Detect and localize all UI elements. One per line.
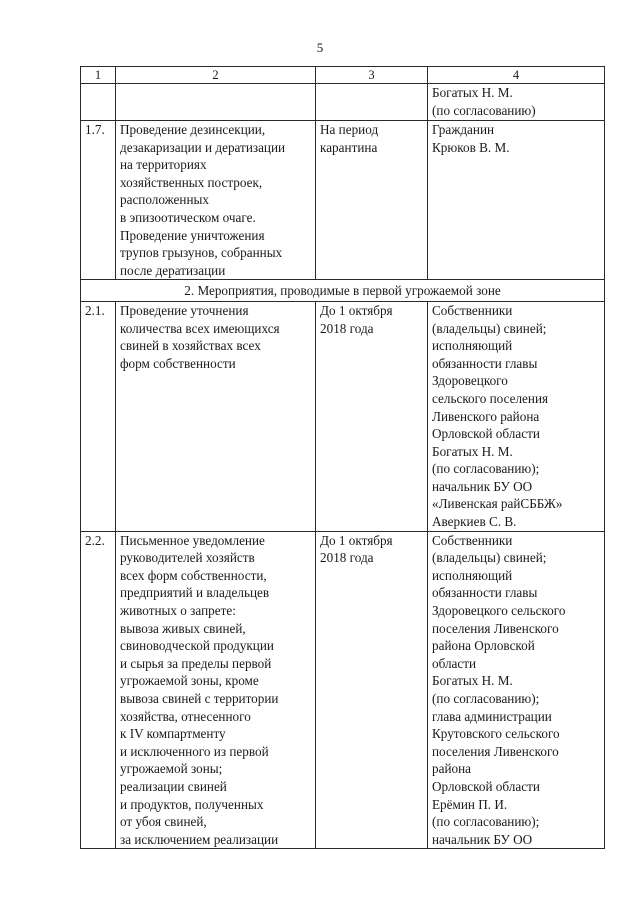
column-header-2: 2 [116,67,316,84]
text-line: Богатых Н. М. [432,85,513,100]
text-line: Собственники [432,302,513,318]
text-line: Собственники [432,532,513,548]
text-line: свиноводческой продукции [120,638,274,654]
activity-cell [116,301,316,531]
text-line: карантина [320,139,378,155]
column-header-3: 3 [316,67,428,84]
text-line: вывоза свиней с территории [120,691,279,706]
text-line: 2018 года [320,320,374,336]
text-line: сельского поселения [432,390,549,406]
text-line: района [432,761,472,777]
term-cell [316,121,428,280]
text-line: Проведение дезинсекции, [120,122,266,137]
term-cell [316,531,428,849]
text-line: Ерёмин П. И. [432,796,508,812]
section-heading: 2. Мероприятия, проводимые в первой угрожаемой зоне [81,280,605,302]
row-number-cell: 1.7. [81,121,116,280]
text-line: за исключением реализации [120,831,279,847]
text-line: (по согласованию); [432,814,540,830]
text-line: Орловской области [432,778,540,794]
text-line: Богатых Н. М. [432,673,513,689]
text-line: в эпизоотическом очаге. [120,209,256,225]
row-number-cell: 2.1. [81,301,116,531]
text-line: Аверкиев С. В. [432,514,517,530]
column-header-1: 1 [81,67,116,84]
text-line: начальник БУ ОО [432,478,533,494]
responsible-cell [428,301,605,531]
text-line: дезакаризации и дератизации [120,139,286,155]
text-line: и исключенного из первой [120,743,269,759]
text-line: Богатых Н. М. [432,443,513,459]
text-line: и продуктов, полученных [120,796,264,812]
text-line: (по согласованию); [432,691,540,706]
text-line: исполняющий [432,338,513,354]
text-line: исполняющий [432,567,513,583]
text-line: хозяйства, отнесенного [120,708,251,724]
text-line: трупов грызунов, собранных [120,245,283,261]
text-line: Проведение уничтожения [120,227,265,243]
table-row-2-1 [81,301,605,531]
text-line: угрожаемой зоны, кроме [120,673,259,689]
text-line: вывоза живых свиней, [120,620,246,636]
text-line: До 1 октября [320,532,393,548]
text-line: предприятий и владельцев [120,585,270,601]
text-line: расположенных [120,192,209,208]
responsible-cell [428,121,605,280]
text-line: руководителей хозяйств [120,550,255,566]
text-line: обязанности главы [432,355,538,371]
activity-cell [116,121,316,280]
text-line: хозяйственных построек, [120,174,263,190]
table-header-row [81,67,605,84]
table-row-continuation [81,84,605,121]
text-line: реализации свиней [120,778,227,794]
text-line: Ливенского района [432,408,540,424]
responsible-cell [428,84,605,121]
text-line: До 1 октября [320,302,393,318]
text-line: Письменное уведомление [120,532,265,548]
table-row-1-7 [81,121,605,280]
text-line: «Ливенская райСББЖ» [432,496,563,512]
column-header-4: 4 [428,67,605,84]
text-line: форм собственности [120,355,236,371]
text-line: всех форм собственности, [120,567,267,583]
measures-table [80,66,605,849]
responsible-cell [428,531,605,849]
text-line: свиней в хозяйствах всех [120,338,261,354]
text-line: начальник БУ ОО [432,831,533,847]
text-line: Гражданин [432,122,495,137]
table-row-2-2 [81,531,605,849]
text-line: Здоровецкого [432,373,508,389]
text-line: (владельцы) свиней; [432,550,547,566]
text-line: на территориях [120,157,207,173]
text-line: района Орловской [432,638,535,654]
text-line: от убоя свиней, [120,814,207,830]
text-line: На период [320,122,379,137]
text-line: количества всех имеющихся [120,320,280,336]
row-number-cell: 2.2. [81,531,116,849]
term-cell [316,84,428,121]
text-line: Проведение уточнения [120,302,249,318]
text-line: (владельцы) свиней; [432,320,547,336]
section-heading-row [81,280,605,302]
text-line: обязанности главы [432,585,538,601]
text-line: области [432,655,477,671]
text-line: Крутовского сельского [432,726,560,742]
text-line: после дератизации [120,262,226,278]
page-number: 5 [316,40,324,55]
text-line: 2018 года [320,550,374,566]
text-line: угрожаемой зоны; [120,761,223,777]
text-line: Орловской области [432,426,540,442]
activity-cell [116,531,316,849]
text-line: (по согласованию) [432,102,536,118]
text-line: Крюков В. М. [432,139,510,155]
text-line: поселения Ливенского [432,743,559,759]
text-line: и сырья за пределы первой [120,655,272,671]
term-cell [316,301,428,531]
text-line: животных о запрете: [120,603,236,619]
text-line: глава администрации [432,708,552,724]
row-number-cell [81,84,116,121]
activity-cell [116,84,316,121]
text-line: (по согласованию); [432,461,540,477]
text-line: Здоровецкого сельского [432,603,566,619]
text-line: поселения Ливенского [432,620,559,636]
text-line: к IV компартменту [120,726,226,742]
